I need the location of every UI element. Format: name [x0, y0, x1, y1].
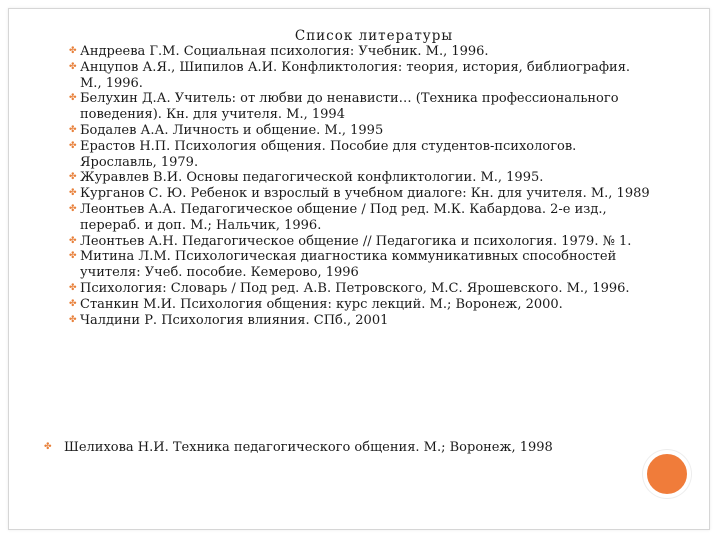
list-item-text: Журавлев В.И. Основы педагогической конфликтологии. М., 1995.	[80, 170, 544, 186]
list-item-text: Чалдини Р. Психология влияния. СПб., 2001	[80, 312, 389, 328]
list-item-text: Бодалев А.А. Личность и общение. М., 1995	[80, 122, 384, 138]
list-item	[69, 170, 650, 186]
list-item-text: Андреева Г.М. Социальная психология: Учебник. М., 1996.	[80, 44, 489, 59]
list-item-text: Леонтьев А.Н. Педагогическое общение // Педагогика и психология. 1979. № 1.	[80, 233, 632, 249]
list-item-text: Психология: Словарь / Под ред. А.В. Петровского, М.С. Ярошевского. М., 1996.	[80, 280, 630, 296]
list-item	[69, 186, 650, 202]
bullet-icon: ✤	[69, 124, 77, 135]
list-item-text: Леонтьев А.А. Педагогическое общение / Под ред. М.К. Кабардова. 2-е изд., перераб. и доп. М.; Нальчик, 1996.	[80, 201, 607, 233]
list-item	[69, 122, 650, 139]
list-item-text: Анцупов А.Я., Шипилов А.И. Конфликтология: теория, история, библиография. М., 1996.	[80, 59, 631, 91]
bullet-icon: ✤	[69, 203, 77, 214]
bullet-icon: ✤	[69, 61, 77, 72]
list-item	[69, 249, 650, 281]
bullet-icon: ✤	[69, 188, 77, 199]
list-item	[69, 280, 650, 297]
bullet-icon: ✤	[69, 140, 77, 151]
list-item	[69, 44, 650, 60]
list-item-outer	[44, 440, 664, 456]
list-item	[69, 201, 650, 234]
list-item-text: Митина Л.М. Психологическая диагностика коммуникативных способностей учителя: Учеб. пособие. Кемерово, 1996	[80, 249, 617, 281]
bullet-icon: ✤	[69, 235, 77, 246]
bullet-icon: ✤	[69, 172, 77, 183]
list-item-text: Ерастов Н.П. Психология общения. Пособие для студентов-психологов. Ярославль, 1979.	[80, 138, 577, 170]
bibliography-list	[69, 44, 650, 328]
list-item-text: Курганов С. Ю. Ребенок и взрослый в учебном диалоге: Кн. для учителя. М., 1989	[80, 186, 650, 202]
list-item	[69, 312, 650, 329]
bullet-icon: ✤	[69, 298, 77, 309]
list-item	[69, 233, 650, 250]
list-item	[69, 59, 650, 92]
decorative-orange-circle	[643, 450, 691, 498]
list-item-text: Шелихова Н.И. Техника педагогического общения. М.; Воронеж, 1998	[64, 440, 553, 455]
bullet-icon: ✤	[69, 46, 77, 56]
bullet-icon: ✤	[44, 442, 52, 452]
bullet-icon: ✤	[69, 251, 77, 262]
list-item	[69, 91, 650, 123]
bullet-icon: ✤	[69, 314, 77, 325]
bullet-icon: ✤	[69, 93, 77, 104]
page-title: Список литературы	[294, 28, 454, 44]
list-item	[69, 296, 650, 313]
list-item	[69, 138, 650, 171]
bullet-icon: ✤	[69, 282, 77, 293]
list-item-text: Станкин М.И. Психология общения: курс лекций. М.; Воронеж, 2000.	[80, 296, 563, 312]
list-item-text: Белухин Д.А. Учитель: от любви до ненависти… (Техника профессионального поведения). Кн. для учителя. М., 1994	[80, 91, 619, 123]
